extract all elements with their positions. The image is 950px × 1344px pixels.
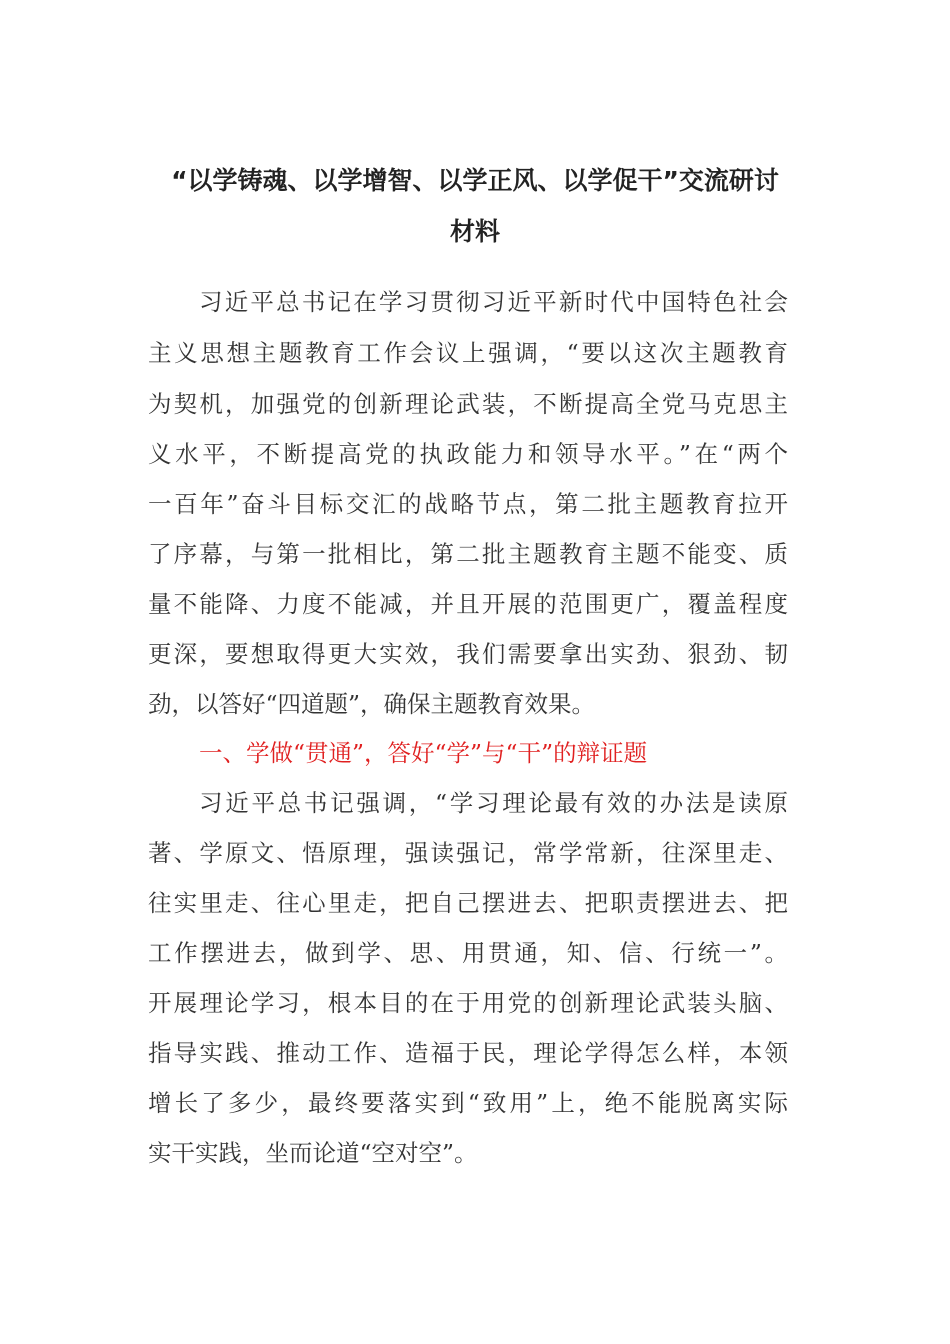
paragraph-2-line: 著、学原文、悟原理，强读强记，常学常新，往深里走、 [148, 839, 788, 867]
paragraph-2-line: 习近平总书记强调，“学习理论最有效的办法是读原 [199, 789, 788, 817]
paragraph-2-line: 往实里走、往心里走，把自己摆进去、把职责摆进去、把 [148, 889, 788, 917]
paragraph-1-line: 了序幕，与第一批相比，第二批主题教育主题不能变、质 [148, 540, 788, 568]
section-1-heading: 一、学做“贯通”，答好“学”与“干”的辩证题 [199, 739, 648, 767]
paragraph-1-line: 主义思想主题教育工作会议上强调，“要以这次主题教育 [148, 339, 788, 367]
paragraph-2-line: 开展理论学习，根本目的在于用党的创新理论武装头脑、 [148, 989, 788, 1017]
paragraph-1-line: 一百年”奋斗目标交汇的战略节点，第二批主题教育拉开 [148, 490, 788, 518]
paragraph-2-line: 增长了多少，最终要落实到“致用”上，绝不能脱离实际 [148, 1089, 788, 1117]
paragraph-1-line: 劲，以答好“四道题”，确保主题教育效果。 [148, 690, 596, 718]
document-title-line-1: “以学铸魂、以学增智、以学正风、以学促干”交流研讨 [171, 166, 779, 195]
paragraph-2-line: 实干实践，坐而论道“空对空”。 [148, 1139, 478, 1167]
paragraph-1-line: 习近平总书记在学习贯彻习近平新时代中国特色社会 [199, 288, 788, 316]
paragraph-2-line: 工作摆进去，做到学、思、用贯通，知、信、行统一”。 [148, 939, 788, 967]
paragraph-1-line: 量不能降、力度不能减，并且开展的范围更广，覆盖程度 [148, 590, 788, 618]
paragraph-2-line: 指导实践、推动工作、造福于民，理论学得怎么样，本领 [148, 1039, 788, 1067]
paragraph-1-line: 更深，要想取得更大实效，我们需要拿出实劲、狠劲、韧 [148, 640, 788, 668]
document-title-line-2: 材料 [449, 217, 500, 246]
paragraph-1-line: 为契机，加强党的创新理论武装，不断提高全党马克思主 [148, 390, 788, 418]
paragraph-1-line: 义水平，不断提高党的执政能力和领导水平。”在“两个 [148, 440, 788, 468]
